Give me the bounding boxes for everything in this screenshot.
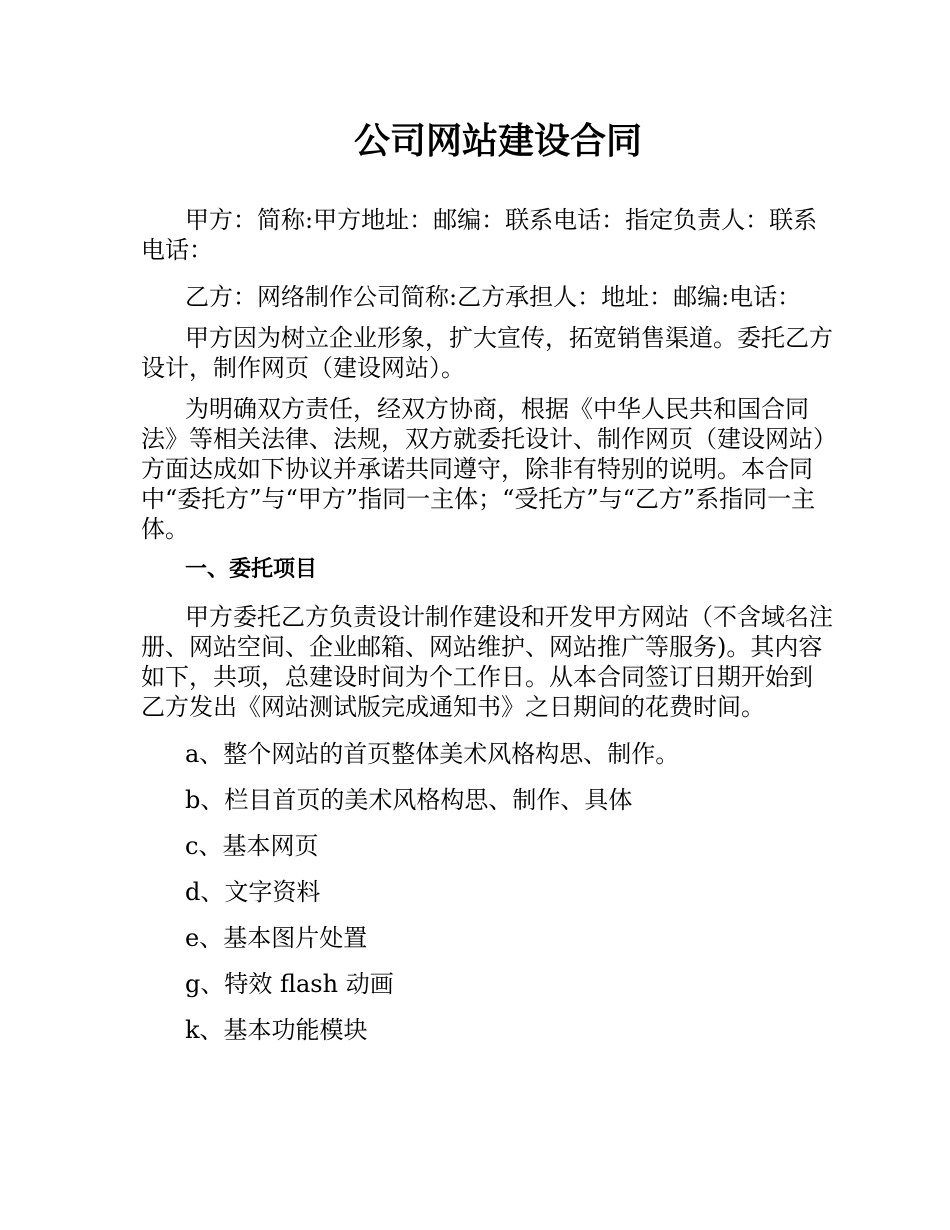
party-a-paragraph: 甲方：简称:甲方地址：邮编：联系电话：指定负责人：联系电话： xyxy=(141,206,818,264)
agreement-paragraph: 为明确双方责任，经双方协商，根据《中华人民共和国合同法》等相关法律、法规，双方就委托设计、制作网页（建设网站）方面达成如下协议并承诺共同遵守，除非有特别的说明。本合同中“委托方”与“甲方”指同一主体；“受托方”与“乙方”系指同一主体。 xyxy=(141,395,825,543)
document-title: 公司网站建设合同 xyxy=(353,121,642,162)
list-item: a、整个网站的首页整体美术风格构思、制作。 xyxy=(185,740,680,768)
list-item: e、基本图片处置 xyxy=(185,924,368,952)
party-b-paragraph: 乙方：网络制作公司简称:乙方承担人：地址：邮编:电话： xyxy=(185,283,802,311)
list-item: d、文字资料 xyxy=(185,878,321,906)
purpose-paragraph: 甲方因为树立企业形象，扩大宣传，拓宽销售渠道。委托乙方设计，制作网页（建设网站）。 xyxy=(141,324,833,382)
section-heading: 一、委托项目 xyxy=(185,557,318,582)
list-item: g、特效 flash 动画 xyxy=(185,970,394,998)
section-paragraph: 甲方委托乙方负责设计制作建设和开发甲方网站（不含域名注册、网站空间、企业邮箱、网站维护、网站推广等服务)。其内容如下，共项，总建设时间为个工作日。从本合同签订日期开始到乙方发出《网站测试版完成通知书》之日期间的花费时间。 xyxy=(141,603,833,721)
list-item: c、基本网页 xyxy=(185,832,319,860)
list-item: b、栏目首页的美术风格构思、制作、具体 xyxy=(185,786,633,814)
list-item: k、基本功能模块 xyxy=(185,1016,368,1044)
